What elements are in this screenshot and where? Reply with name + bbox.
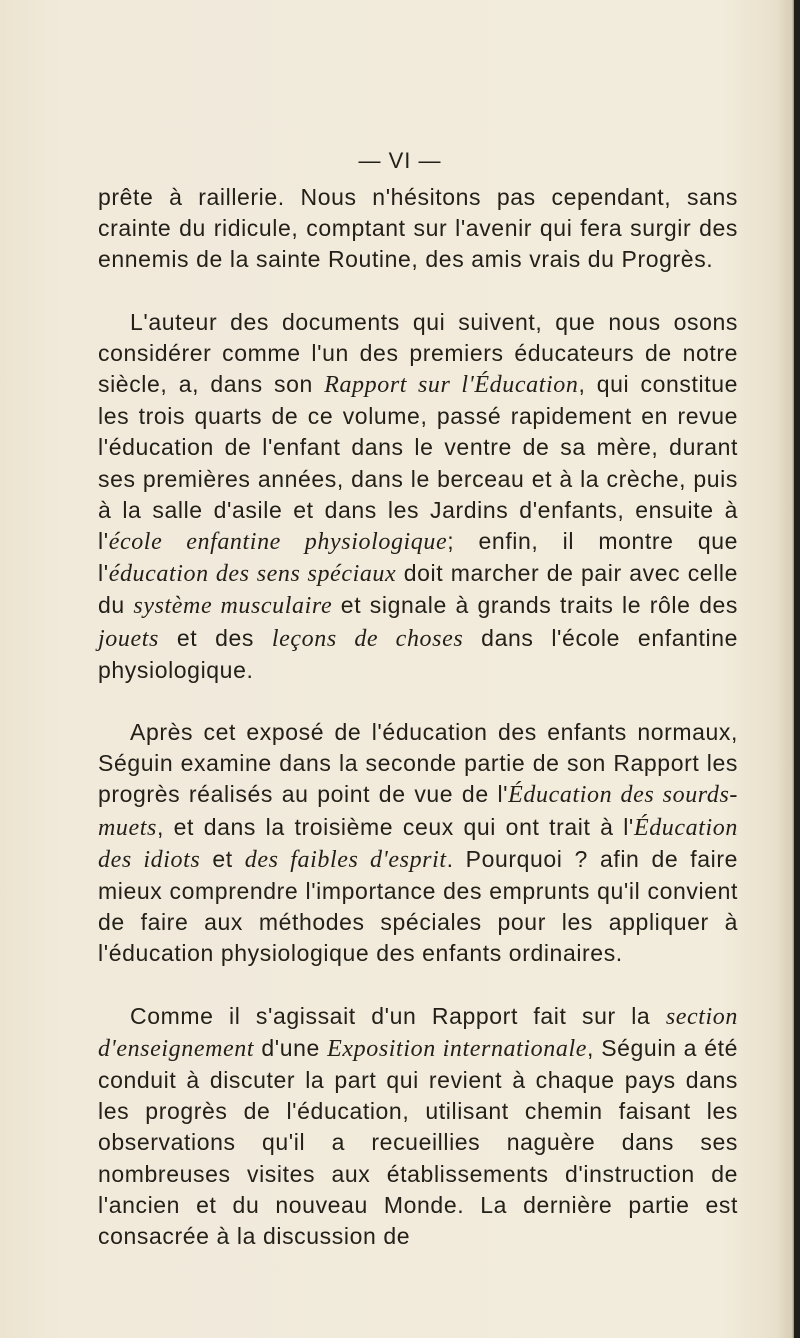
page-number: — VI — [358, 148, 442, 173]
italic-text: école enfantine physiologique [108, 529, 448, 556]
paragraph [98, 1001, 738, 1253]
text-run: Comme il s'agissait d'un Rapport fait sur la [130, 1002, 666, 1029]
text-run: . Pourquoi ? afin de faire mieux comprendre l'importance des emprunts qu'il convient de faire aux méthodes spéciales pour les appliquer à l'éducation physiologique des enfants ordinaires. [98, 845, 738, 967]
text-run: prête à raillerie. Nous n'hésitons pas cependant, sans crainte du ridicule, comptant sur l'avenir qui fera surgir des ennemis de la sainte Routine, des amis vrais du Progrès. [98, 184, 738, 273]
italic-text: Exposition internationale [327, 1035, 587, 1062]
italic-text: éducation des sens spéciaux [108, 561, 397, 588]
text-run: ; enfin, il montre que l' [98, 528, 739, 587]
italic-text: des faibles d'esprit [244, 846, 447, 873]
text-run: L'auteur des documents qui suivent, que nous osons considérer comme l'un des premiers éducateurs de notre siècle, a, dans son [98, 308, 738, 398]
text-run: et signale à grands traits le rôle des [332, 592, 738, 619]
text-run: d'une [254, 1034, 328, 1061]
text-run: , Séguin a été conduit à discuter la part qui revient à chaque pays dans les progrès de l'éducation, utilisant chemin faisant les observations qu'il a recueillies naguère dans ses nombreuses visites aux établissements d'instruction de l'ancien et du nouveau Monde. La dernière partie est consacrée à la discussion de [98, 1034, 738, 1250]
italic-text: jouets [98, 625, 159, 652]
paragraph [98, 307, 738, 686]
page-edge-shadow [794, 0, 800, 1338]
text-run: doit marcher de pair avec celle du [98, 560, 738, 619]
paragraph [98, 182, 738, 276]
italic-text: leçons de choses [271, 625, 464, 652]
text-run: et [200, 845, 245, 872]
text-run: , et dans la troisième ceux qui ont trait à l' [157, 813, 634, 840]
italic-text: système musculaire [133, 593, 333, 620]
text-run: et des [158, 624, 272, 651]
italic-text: Éducation des idiots [98, 814, 738, 873]
italic-text: Rapport sur l'Éducation [324, 372, 579, 399]
text-run: , qui constitue les trois quarts de ce volume, passé rapidement en revue l'éducation de l'enfant dans le ventre de sa mère, durant ses premières années, dans le berceau et à la crèche, puis à la salle d'asile et dans les Jardins d'enfants, ensuite à l' [98, 371, 738, 555]
text-run: Après cet exposé de l'éducation des enfants normaux, Séguin examine dans la seconde partie de son Rapport les progrès réalisés au point de vue de l' [98, 719, 738, 808]
italic-text: Éducation des sourds-muets [98, 782, 738, 841]
text-run: dans l'école enfantine physiologique. [98, 624, 738, 683]
italic-text: section d'enseignement [98, 1003, 738, 1062]
body-text [98, 182, 738, 1252]
paragraph [98, 717, 738, 970]
